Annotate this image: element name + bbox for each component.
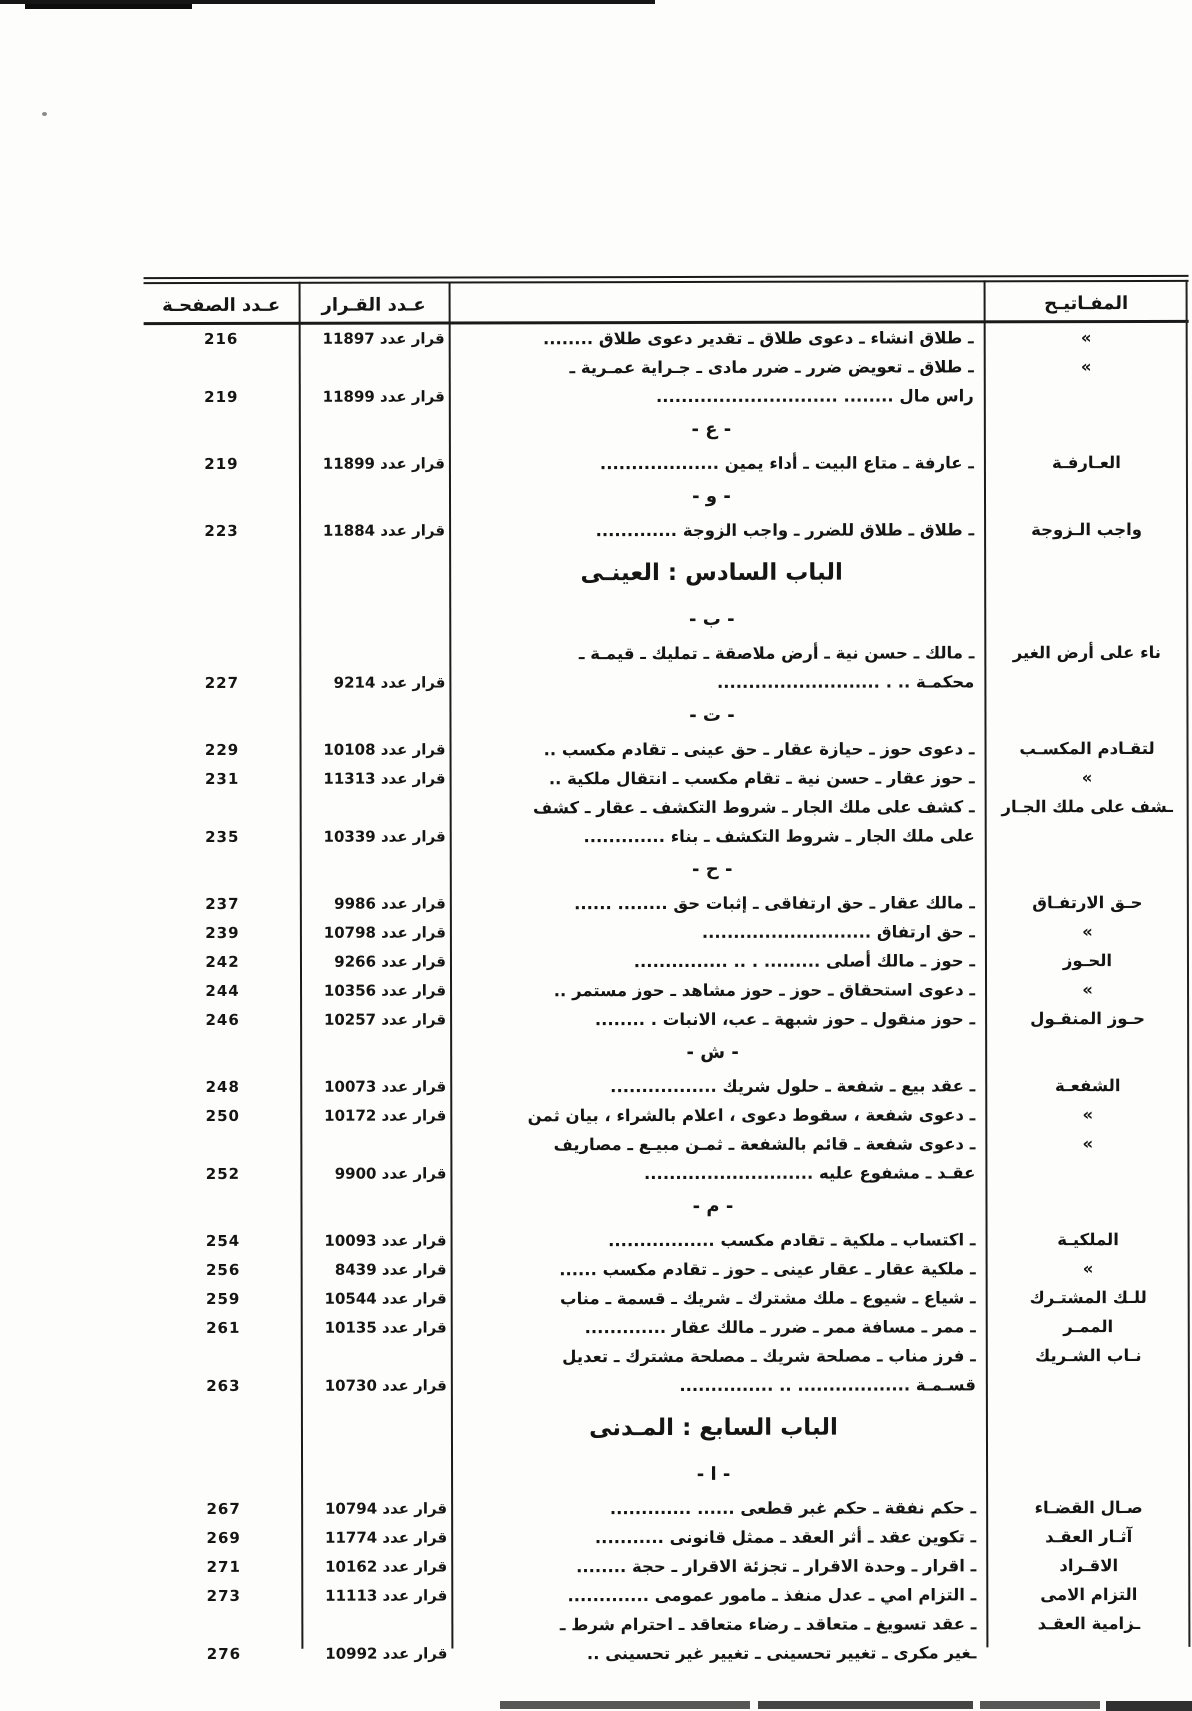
key-cell: واجب الـزوجة [1031,520,1143,540]
toc-entry-row [146,1638,1191,1669]
entry-text-cell: ـ طلاق ـ طلاق للضرر ـ واجب الزوجة ............. [595,520,975,541]
decision-number-cell [299,601,449,639]
entry-text-cell: ـ دعوى استحقاق ـ حوز ـ حوز مشاهد ـ حوز مستمر .. [553,980,976,1001]
key-cell [984,381,1189,410]
page-number-cell [144,412,299,450]
header-page-number-col: عـدد الصفحـة [162,294,281,316]
section-letter: - ح - [692,858,733,880]
page-number-cell [146,1343,301,1372]
header-keys-col: المفـاتيـح [1044,292,1129,314]
key-cell: » [1080,357,1092,377]
entry-text-cell: ـ دعوى حوز ـ حيازة عقار ـ حق عينى ـ تقادم مكسب .. [543,739,975,760]
chapter-heading-row [144,544,1189,602]
decision-number-cell: قرار عدد 11899 [322,454,445,473]
page-number-cell: 237 [205,894,240,913]
section-letter-row [144,696,1189,736]
key-cell [985,821,1190,850]
key-cell: » [1080,328,1092,348]
toc-entry-row [144,323,1189,354]
page-number-cell: 263 [206,1376,241,1395]
decision-number-cell: قرار عدد 10798 [323,923,446,942]
entry-text-cell: ـ شياع ـ شيوع ـ ملك مشترك ـ شريك ـ قسمة ـ مناب [559,1288,976,1309]
toc-entry-row [145,1129,1190,1160]
key-cell [984,600,1189,638]
key-cell [985,850,1190,888]
toc-entry-row [145,763,1190,794]
entry-text-cell: ـغير مكرى ـ تغيير تحسينى ـ تغيير غير تحسينى .. [586,1643,977,1664]
decision-number-cell: قرار عدد 10073 [324,1077,447,1096]
toc-entry-row [145,821,1190,852]
toc-rows [144,323,1192,1669]
key-cell [984,667,1189,696]
page-number-cell: 256 [205,1260,241,1279]
page-number-cell [144,698,299,736]
toc-entry-row [145,792,1190,823]
toc-entry-row [145,1004,1190,1035]
entry-text-cell: ـ تكوين عقد ـ أثر العقد ـ ممثل قانونى ........... [594,1527,977,1548]
toc-entry-row [146,1370,1191,1401]
key-cell: نـاب الشـريك [1035,1346,1142,1366]
toc-entry-row [145,917,1190,948]
key-cell [984,544,1189,600]
section-letter-row [144,410,1189,450]
key-cell: » [1081,768,1093,788]
decision-number-cell: قرار عدد 10992 [325,1644,448,1663]
key-cell: ـزامية العقـد [1037,1614,1141,1634]
decision-number-cell [299,478,449,516]
decision-number-cell: قرار عدد 10108 [323,740,446,759]
entry-text-cell: عقـد ـ مشفوع عليه ........................... [643,1163,976,1184]
decision-number-cell [299,411,449,449]
toc-entry-row [145,1100,1190,1131]
key-cell [984,410,1189,448]
page-number-cell [144,479,299,517]
decision-number-cell: قرار عدد 10135 [324,1318,447,1337]
toc-entry-row [146,1225,1191,1256]
page-number-cell: 252 [205,1164,241,1183]
page-number-cell [146,1457,301,1495]
scan-artifact-top-line [0,0,655,4]
decision-number-cell [301,1342,451,1371]
toc-entry-row [145,1071,1190,1102]
section-letter-row [145,850,1190,890]
decision-number-cell [300,1130,450,1159]
entry-text-cell: ـ طلاق ـ تعويض ضرر ـ ضرر مادى ـ جـراية عمـرية ـ [569,357,974,378]
decision-number-cell [299,353,449,382]
entry-text-cell: على ملك الجار ـ شروط التكشف ـ بناء ............. [583,826,975,847]
section-letter: - م - [692,1195,734,1217]
key-cell: » [1082,922,1093,942]
decision-number-cell: قرار عدد 11897 [322,329,445,348]
decision-number-cell: قرار عدد 11899 [322,387,445,406]
decision-number-cell [299,697,449,735]
key-cell: » [1082,980,1093,1000]
toc-entry-row [146,1341,1191,1372]
key-cell [986,1638,1191,1667]
page-number-cell: 248 [205,1077,240,1096]
page-number-cell: 216 [203,329,239,348]
page-number-cell [145,1131,300,1160]
key-cell [984,477,1189,515]
entry-text-cell: ـ فرز مناب ـ مصلحة شريك ـ مصلحة مشترك ـ تعديل [562,1346,976,1367]
page-number-cell [144,354,299,383]
entry-text-cell: قسـمـة .................. .. ............... [679,1375,976,1395]
toc-entry-row [146,1254,1191,1285]
key-cell: الاقـراد [1059,1556,1119,1576]
page-number-cell: 269 [206,1528,241,1547]
toc-entry-row [146,1522,1191,1553]
toc-entry-row [145,975,1190,1006]
key-cell [984,696,1189,734]
section-letter-row [144,477,1189,517]
toc-entry-row [144,515,1189,546]
decision-number-cell [300,1188,450,1226]
page-number-cell: 227 [204,673,240,692]
entry-text-cell: ـ ممر ـ مسافة ممر ـ ضرر ـ مالك عقار ............. [584,1317,976,1338]
decision-number-cell: قرار عدد 11113 [325,1586,448,1605]
section-letter: - ع - [691,418,732,440]
toc-entry-row [146,1609,1191,1640]
section-letter-row [144,600,1189,640]
header-empty-col [449,303,984,304]
page-number-cell: 229 [204,740,240,759]
toc-entry-row [144,667,1189,698]
chapter-heading: الباب السادس : العينـى [580,559,843,587]
decision-number-cell: قرار عدد 10093 [324,1231,447,1250]
header-decision-number-col: عـدد القـرار [321,294,426,316]
section-letter: - ت - [689,704,735,726]
key-cell: التزام الامى [1040,1585,1138,1605]
decision-number-cell [301,1456,451,1494]
toc-entry-row [144,638,1189,669]
toc-entry-row [144,448,1189,479]
page-number-cell [144,602,299,640]
entry-text-cell: راس مال ........ ............................. [655,386,974,407]
decision-number-cell: قرار عدد 10339 [323,827,446,846]
key-cell: لتقـادم المكسـب [1019,738,1155,759]
page-number-cell: 223 [204,521,239,540]
page-number-cell: 259 [206,1289,241,1308]
section-letter: - ش - [686,1041,739,1063]
page-number-cell [145,852,300,890]
page-number-cell [144,546,299,602]
key-cell: للـك المشتـرك [1029,1287,1147,1308]
decision-number-cell: قرار عدد 10172 [324,1106,447,1125]
entry-text-cell: ـ دعوى شفعة ، سقوط دعوى ، اعلام بالشراء ، بيان ثمن [527,1105,976,1126]
entry-text-cell: ـ كشف على ملك الجار ـ شروط التكشف ـ عقار ـ كشف [533,797,975,818]
decision-number-cell: قرار عدد 10794 [324,1499,448,1518]
key-cell: الممـر [1063,1317,1114,1337]
page-number-cell: 276 [206,1644,242,1663]
decision-number-cell: قرار عدد 11774 [324,1528,448,1547]
entry-text-cell: ـ التزام امي ـ عدل منفذ ـ مامور عمومى ............. [567,1585,977,1606]
page-number-cell [144,640,299,669]
entry-text-cell: ـ عقد بيع ـ شفعة ـ حلول شريك ................. [610,1076,976,1097]
key-cell: ناء على أرض الغير [1012,642,1161,663]
decision-number-cell: قرار عدد 10162 [325,1557,448,1576]
entry-text-cell: ـ عارفة ـ متاع البيت ـ أداء يمين ................... [599,453,974,474]
chapter-heading-row [146,1399,1191,1457]
key-cell: الحـوز [1062,951,1113,971]
toc-entry-row [145,734,1190,765]
section-letter-row [145,1187,1190,1227]
section-letter-row [146,1455,1191,1495]
entry-text-cell: ـ حق ارتفاق ........................... [701,922,975,942]
entry-text-cell: ـ دعوى شفعة ـ قائم بالشفعة ـ ثمـن مبيـع ـ مصاريف [553,1134,976,1155]
key-cell [985,1158,1190,1187]
page-number-cell [145,1035,300,1073]
decision-number-cell: قرار عدد 10730 [324,1376,447,1395]
page-number-cell: 231 [204,769,240,788]
page-number-cell [146,1611,301,1640]
page-number-cell [145,794,300,823]
scan-artifact-bottom-bar [500,1701,1192,1711]
decision-number-cell: قرار عدد 10544 [324,1289,447,1308]
decision-number-cell: قرار عدد 10257 [323,1010,447,1029]
entry-text-cell: ـ مالك عقار ـ حق ارتفاقى ـ إثبات حق ........ ...... [574,893,975,914]
toc-entry-row [145,888,1190,919]
entry-text-cell: ـ اقرار ـ وحدة الاقرار ـ تجزئة الاقرار ـ حجة ........ [576,1556,977,1577]
page-number-cell: 267 [206,1499,241,1518]
page-number-cell: 242 [205,952,240,971]
decision-number-cell: قرار عدد 11313 [323,769,446,788]
key-cell: آثـار العقـد [1045,1527,1133,1547]
entry-text-cell: ـ حوز ـ مالك أصلى ......... . .. ............... [633,951,975,972]
decision-number-cell [299,639,449,668]
key-cell [986,1399,1191,1455]
page-number-cell: 254 [205,1231,241,1250]
page-number-cell: 244 [205,981,240,1000]
toc-entry-row [145,1158,1190,1189]
toc-entry-row [145,946,1190,977]
section-letter-row [145,1033,1190,1073]
toc-table [144,275,1192,1669]
toc-entry-row [146,1283,1191,1314]
key-cell: حـق الارتفـاق [1032,893,1143,913]
key-cell: » [1082,1105,1094,1125]
page-number-cell [145,1189,300,1227]
decision-number-cell: قرار عدد 9214 [333,673,446,692]
page-number-cell: 219 [204,454,239,473]
key-cell [986,1455,1191,1493]
key-cell: الشفعـة [1054,1076,1121,1096]
entry-text-cell: ـ حكم نفقة ـ حكم غبر قطعى ...... ............. [609,1498,977,1519]
decision-number-cell [301,1610,451,1639]
section-letter: - ا - [696,1463,731,1485]
decision-number-cell: قرار عدد 9900 [334,1164,447,1183]
key-cell [985,1187,1190,1225]
decision-number-cell: قرار عدد 8439 [334,1260,447,1279]
key-cell: » [1082,1134,1094,1154]
toc-entry-row [146,1580,1191,1611]
scan-artifact-speck [42,112,47,116]
decision-number-cell [301,1400,451,1456]
decision-number-cell [300,793,450,822]
decision-number-cell: قرار عدد 10356 [323,981,447,1000]
toc-entry-row [144,352,1189,383]
key-cell [986,1370,1191,1399]
entry-text-cell: ـ مالك ـ حسن نية ـ أرض ملاصقة ـ تمليك ـ قيمـة ـ [578,643,975,664]
page-number-cell: 219 [204,387,239,406]
key-cell: العـارفـة [1051,453,1121,473]
page-number-cell: 235 [205,827,240,846]
toc-entry-row [144,381,1189,412]
page-number-cell: 250 [205,1106,240,1125]
decision-number-cell [300,851,450,889]
page-number-cell: 273 [206,1586,241,1605]
toc-entry-row [146,1551,1191,1582]
decision-number-cell: قرار عدد 11884 [322,521,446,540]
chapter-heading: الباب السابع : المـدنى [589,1414,838,1442]
page-number-cell: 239 [205,923,240,942]
toc-entry-row [146,1493,1191,1524]
page-number-cell: 261 [206,1318,241,1337]
key-cell [985,1033,1190,1071]
section-letter: - و - [692,485,731,507]
decision-number-cell [300,1034,450,1072]
key-cell: الملكيـة [1057,1230,1119,1250]
page-number-cell [146,1401,301,1457]
key-cell: صـال القضـاء [1034,1498,1143,1518]
key-cell: حـوز المنقـول [1030,1008,1146,1029]
decision-number-cell: قرار عدد 9986 [334,894,446,913]
entry-text-cell: ـ اكتساب ـ ملكية ـ تقادم مكسب ................. [608,1230,976,1251]
decision-number-cell: قرار عدد 9266 [334,952,446,971]
entry-text-cell: ـ ملكية عقار ـ عقار عينى ـ حوز ـ تقادم مكسب ...... [559,1259,976,1280]
entry-text-cell: ـ حوز عقار ـ حسن نية ـ تقام مكسب ـ انتقال ملكية .. [548,768,975,789]
entry-text-cell: ـ عقد تسويغ ـ متعاقد ـ رضاء متعاقد ـ احترام شرط ـ [559,1614,977,1635]
key-cell: » [1082,1259,1094,1279]
key-cell: ـشف على ملك الجـار [1001,796,1173,817]
page-number-cell: 271 [206,1557,241,1576]
decision-number-cell [299,545,449,601]
entry-text-cell: ـ حوز منقول ـ حوز شبهة ـ عب، الانبات . ........ [594,1009,976,1030]
section-letter: - ب - [688,608,735,630]
entry-text-cell: محكمـة .. . .......................... [716,672,975,692]
toc-entry-row [146,1312,1191,1343]
entry-text-cell: ـ طلاق انشاء ـ دعوى طلاق ـ تقدير دعوى طلاق ........ [542,328,974,349]
page-number-cell: 246 [205,1010,240,1029]
